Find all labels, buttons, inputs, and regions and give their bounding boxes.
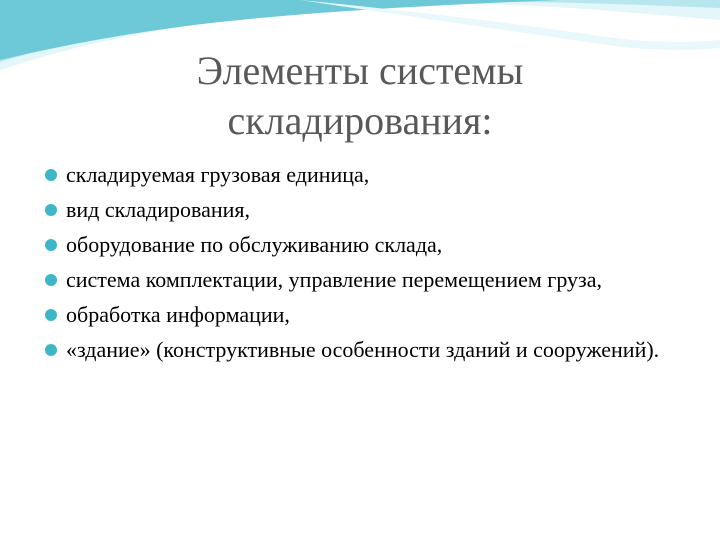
bullet-list [42, 160, 682, 370]
bullet-dot-icon [45, 309, 57, 321]
bullet-item [42, 335, 682, 364]
bullet-text: «здание» (конструктивные особенности зданий и сооружений). [66, 337, 660, 362]
bullet-text: система комплектации, управление перемещением груза, [66, 267, 602, 292]
bullet-text: вид складирования, [66, 197, 251, 222]
bullet-dot-icon [45, 344, 57, 356]
title-line-1: Элементы системы [196, 48, 524, 93]
bullet-dot-icon [45, 239, 57, 251]
bullet-text: обработка информации, [66, 302, 290, 327]
slide-title [100, 46, 620, 146]
bullet-item [42, 230, 682, 259]
bullet-item [42, 265, 682, 294]
bullet-item [42, 195, 682, 224]
bullet-dot-icon [45, 274, 57, 286]
bullet-item [42, 160, 682, 189]
title-line-2: складирования: [227, 98, 493, 143]
bullet-text: оборудование по обслуживанию склада, [66, 232, 443, 257]
bullet-text: складируемая грузовая единица, [66, 162, 370, 187]
bullet-item [42, 300, 682, 329]
bullet-dot-icon [45, 204, 57, 216]
bullet-dot-icon [45, 169, 57, 181]
